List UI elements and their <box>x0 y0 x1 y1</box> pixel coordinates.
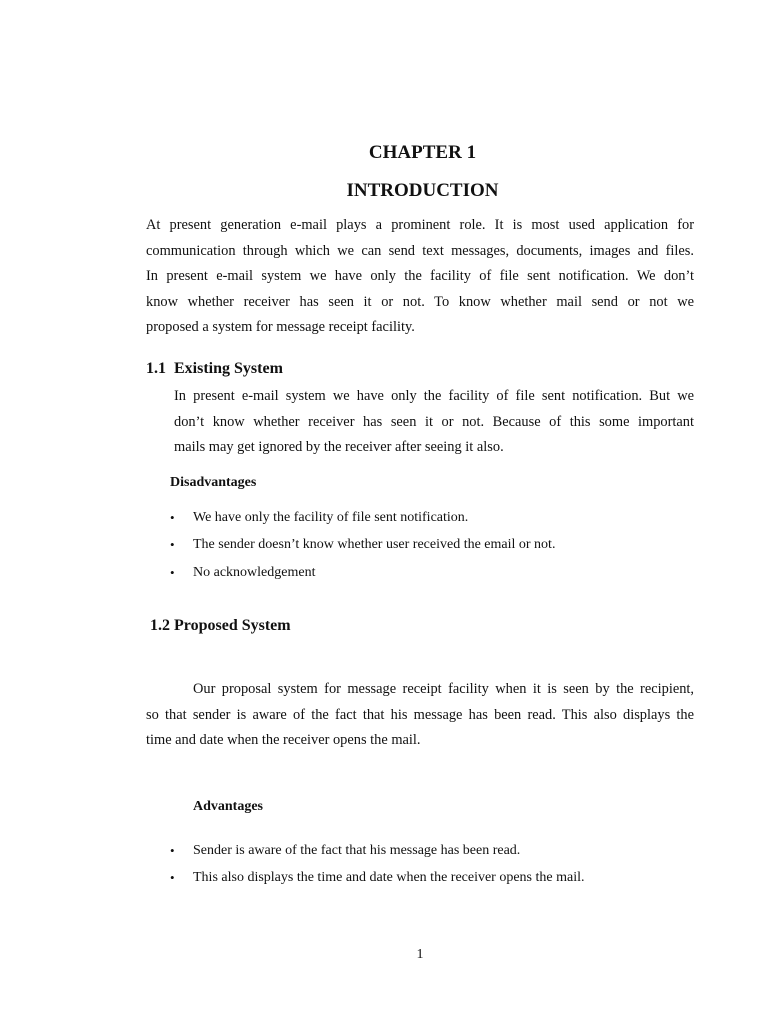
intro-line: communication through which we can send text messages, documents, images and files. <box>146 242 694 259</box>
existing-system-heading: 1.1 Existing System <box>146 360 283 377</box>
disadvantages-list <box>166 508 555 590</box>
existing-system-line: In present e-mail system we have only the facility of file sent notification. But we <box>174 388 694 404</box>
proposed-system-line: so that sender is aware of the fact that his message has been read. This also displays the <box>146 706 694 723</box>
existing-system-line: mails may get ignored by the receiver after seeing it also. <box>174 439 504 456</box>
list-item-text: We have only the facility of file sent notification. <box>193 510 469 525</box>
bullet-icon: • <box>170 510 175 525</box>
list-item-text: Sender is aware of the fact that his message has been read. <box>193 843 521 858</box>
list-item <box>166 508 555 535</box>
proposed-system-heading: 1.2 Proposed System <box>150 617 291 634</box>
disadvantages-heading: Disadvantages <box>170 475 257 490</box>
list-item <box>166 535 555 562</box>
list-item-text: This also displays the time and date when the receiver opens the mail. <box>193 870 585 886</box>
existing-system-line: don’t know whether receiver has seen it or not. Because of this some important <box>174 413 694 430</box>
list-item <box>166 563 555 590</box>
advantages-list <box>166 841 585 896</box>
bullet-icon: • <box>170 870 175 886</box>
proposed-system-line: Our proposal system for message receipt facility when it is seen by the recipient, <box>193 681 694 697</box>
advantages-heading: Advantages <box>193 799 264 814</box>
proposed-system-paragraph <box>146 677 694 754</box>
list-item-text: The sender doesn’t know whether user received the email or not. <box>193 537 556 553</box>
list-item <box>166 841 585 868</box>
intro-line: In present e-mail system we have only the facility of file sent notification. We don’t <box>146 268 694 285</box>
proposed-system-line: time and date when the receiver opens the mail. <box>146 732 421 749</box>
intro-paragraph <box>146 213 694 341</box>
intro-line: know whether receiver has seen it or not. To know whether mail send or not we <box>146 293 694 310</box>
chapter-number-heading: CHAPTER 1 <box>368 142 477 163</box>
list-item <box>166 868 585 895</box>
intro-line: proposed a system for message receipt facility. <box>146 319 415 336</box>
bullet-icon: • <box>170 843 175 858</box>
intro-line: At present generation e-mail plays a prominent role. It is most used application for <box>146 217 694 233</box>
bullet-icon: • <box>170 537 175 553</box>
existing-system-paragraph <box>174 384 694 461</box>
bullet-icon: • <box>170 564 175 580</box>
list-item-text: No acknowledgement <box>193 564 316 580</box>
chapter-title: INTRODUCTION <box>346 180 499 201</box>
page-number: 1 <box>416 947 424 962</box>
